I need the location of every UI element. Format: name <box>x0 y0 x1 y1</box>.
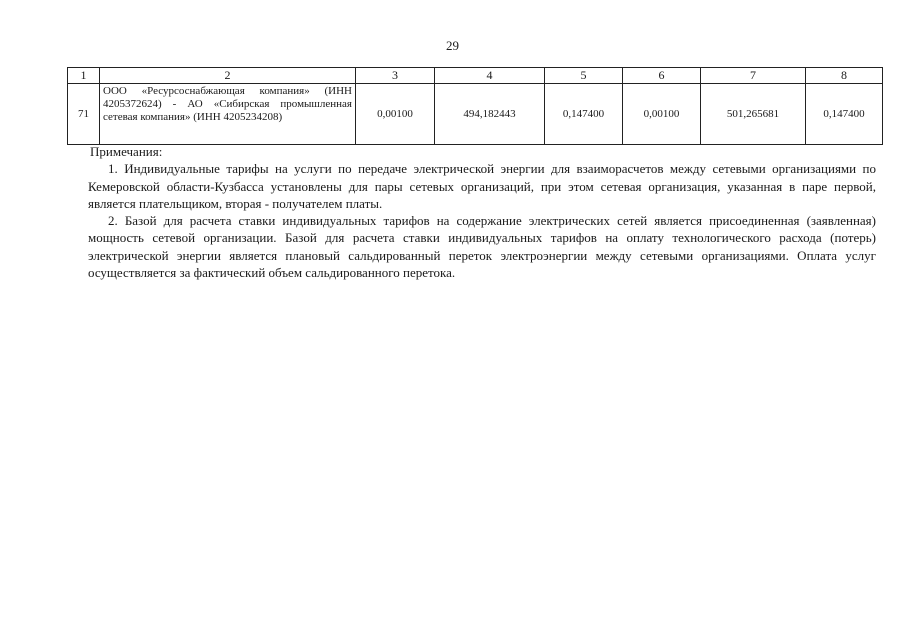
column-header: 1 <box>68 68 100 84</box>
column-header: 5 <box>545 68 623 84</box>
table-cell: 0,00100 <box>356 84 435 145</box>
table-cell: 501,265681 <box>701 84 806 145</box>
column-header: 6 <box>623 68 701 84</box>
column-header: 2 <box>100 68 356 84</box>
table-header-row <box>68 68 883 84</box>
table-cell: 0,147400 <box>806 84 883 145</box>
note-paragraph-1: 1. Индивидуальные тарифы на услуги по передаче электрической энергии для взаиморасчетов между сетевыми организациями по Кемеровской области-Кузбасса установлены для пары сетевых организаций, при этом сетевая организация, указанная в паре первой, является плательщиком, вторая - получателем платы. <box>88 161 876 211</box>
table-cell: 0,147400 <box>545 84 623 145</box>
table-row <box>68 84 883 145</box>
tariff-table <box>67 67 883 145</box>
table-cell: 494,182443 <box>435 84 545 145</box>
row-number: 71 <box>68 84 100 145</box>
page-number: 29 <box>446 38 459 53</box>
notes-title: Примечания: <box>90 144 163 159</box>
note-paragraph-2: 2. Базой для расчета ставки индивидуальных тарифов на содержание электрических сетей является присоединенная (заявленная) мощность сетевой организации. Базой для расчета ставки индивидуальных тарифов на оплату технологического расхода (потерь) электрической энергии является плановый сальдированный переток электроэнергии между сетевыми организациями. Оплата услуг осуществляется за фактический объем сальдированного перетока. <box>88 213 876 281</box>
column-header: 4 <box>435 68 545 84</box>
column-header: 7 <box>701 68 806 84</box>
notes-section <box>90 143 876 281</box>
organization-pair: ООО «Ресурсоснабжающая компания» (ИНН 4205372624) - АО «Сибирская промышленная сетевая компания» (ИНН 4205234208) <box>100 84 356 145</box>
column-header: 3 <box>356 68 435 84</box>
table-cell: 0,00100 <box>623 84 701 145</box>
column-header: 8 <box>806 68 883 84</box>
